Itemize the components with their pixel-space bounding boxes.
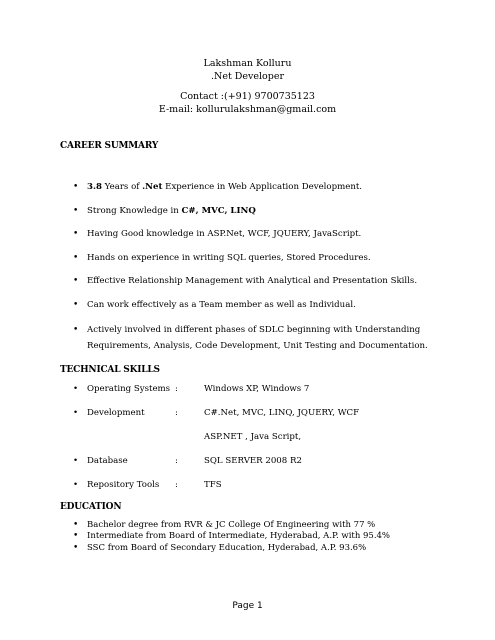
skill-value: TFS	[204, 480, 222, 490]
list-item	[60, 275, 460, 299]
skill-row	[60, 456, 460, 480]
summary-text: Having Good knowledge in ASP.Net, WCF, JQUERY, JavaScript.	[87, 229, 362, 239]
technical-skills-table	[60, 384, 460, 504]
separator: :	[175, 408, 178, 418]
bullet-icon: •	[73, 252, 79, 263]
skill-value: C#.Net, MVC, LINQ, JQUERY, WCF	[204, 408, 360, 418]
emphasis-text: 3.8	[87, 182, 102, 192]
list-item	[60, 543, 460, 554]
section-title-technical-skills: TECHNICAL SKILLS	[60, 365, 160, 375]
bullet-icon: •	[73, 520, 79, 530]
bullet-icon: •	[73, 531, 79, 542]
education-entry: Intermediate from Board of Intermediate, Hyderabad, A.P. with 95.4%	[87, 531, 391, 542]
education-entry: SSC from Board of Secondary Education, Hyderabad, A.P. 93.6%	[87, 542, 367, 553]
career-summary-list	[60, 181, 460, 352]
list-item	[60, 228, 460, 252]
contact-email: E-mail: kollurulakshman@gmail.com	[158, 104, 337, 115]
bullet-icon: •	[73, 408, 79, 418]
education-entry: Bachelor degree from RVR & JC College Of Engineering with 77 %	[87, 520, 376, 530]
bullet-icon: •	[73, 384, 79, 394]
skill-value: SQL SERVER 2008 R2	[204, 456, 302, 466]
skill-label: Repository Tools	[87, 480, 160, 490]
summary-text: Actively involved in different phases of SDLC beginning with Understanding Requirements, Analysis, Code Development, Unit Testing and Documentation.	[87, 325, 428, 351]
list-item	[60, 181, 460, 205]
skill-label: Database	[87, 456, 128, 466]
skill-value: Windows XP, Windows 7	[204, 384, 310, 394]
bullet-icon: •	[73, 325, 79, 335]
bullet-icon: •	[73, 229, 79, 239]
skill-label: Development	[87, 408, 145, 418]
skill-row	[60, 432, 460, 456]
bullet-icon: •	[73, 276, 79, 286]
list-item	[60, 322, 460, 352]
list-item	[60, 205, 460, 229]
skill-row	[60, 480, 460, 504]
summary-text: Years of	[101, 182, 143, 192]
list-item	[60, 520, 460, 531]
header-contact-block	[0, 90, 495, 116]
list-item	[60, 252, 460, 276]
separator: :	[175, 384, 178, 394]
section-title-career-summary: CAREER SUMMARY	[60, 141, 159, 151]
bullet-icon: •	[73, 542, 79, 553]
header-name-block	[0, 57, 495, 83]
summary-text: Effective Relationship Management with Analytical and Presentation Skills.	[87, 276, 418, 286]
summary-text: Hands on experience in writing SQL queries, Stored Procedures.	[87, 252, 371, 263]
list-item	[60, 299, 460, 323]
page-number: Page 1	[232, 601, 263, 611]
contact-phone: Contact :(+91) 9700735123	[180, 91, 315, 102]
bullet-icon: •	[73, 182, 79, 192]
skill-row	[60, 408, 460, 432]
skill-row	[60, 384, 460, 408]
bullet-icon: •	[73, 299, 79, 310]
bullet-icon: •	[73, 205, 79, 216]
emphasis-text: C#, MVC, LINQ	[181, 205, 256, 216]
separator: :	[175, 456, 178, 466]
summary-text: Experience in Web Application Development.	[162, 182, 363, 192]
emphasis-text: .Net	[142, 182, 163, 192]
skill-value: ASP.NET , Java Script,	[204, 432, 302, 442]
education-list	[60, 520, 460, 554]
summary-text: Strong Knowledge in	[87, 205, 182, 216]
summary-text: Can work effectively as a Team member as well as Individual.	[87, 299, 356, 310]
candidate-name: Lakshman Kolluru	[203, 58, 292, 69]
candidate-role: .Net Developer	[210, 71, 285, 82]
section-title-education: EDUCATION	[60, 502, 122, 512]
bullet-icon: •	[73, 456, 79, 466]
list-item	[60, 531, 460, 542]
separator: :	[175, 480, 178, 490]
bullet-icon: •	[73, 480, 79, 490]
skill-label: Operating Systems	[87, 384, 171, 394]
